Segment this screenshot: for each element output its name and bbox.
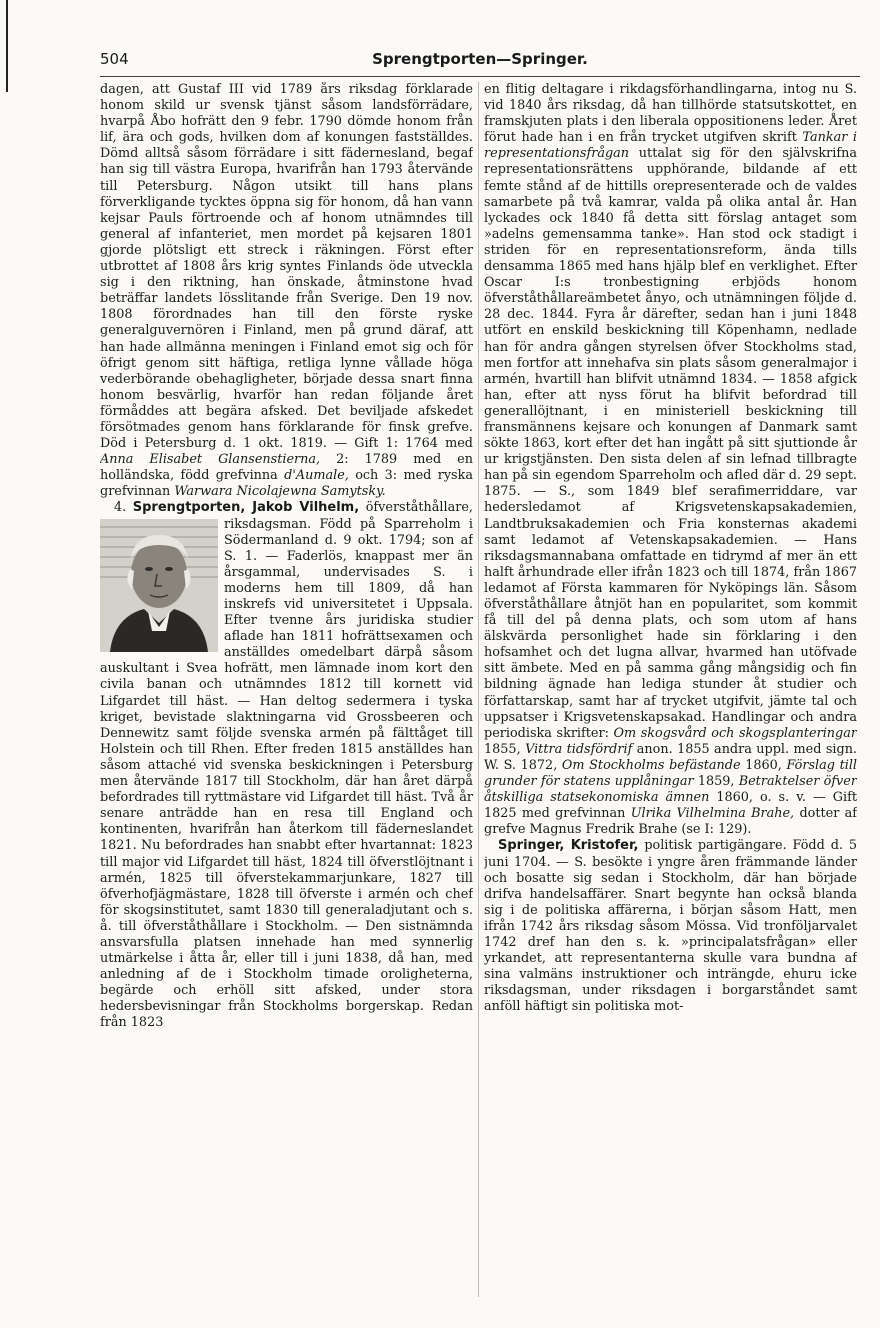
entry-headword: Springer, Kristofer,	[498, 838, 639, 854]
text-run: en flitig deltagare i rikdagsförhandlingarna, intog nu S. vid 1840 års riksdag, då han tillhörde statsutskottet, en framskjuten plats i den liberala oppositionens leder. Året förut hade han i en från trycket utgifven skrift	[484, 82, 857, 146]
header-rule	[100, 76, 860, 77]
work-title: Betraktelser öfver åtskilliga statsekonomiska ämnen	[484, 774, 857, 806]
page-header	[100, 50, 860, 72]
text-run: 1859,	[693, 774, 739, 790]
text-run: dagen, att Gustaf III vid 1789 års riksdag förklarade honom skild ur svensk tjänst såsom landsförrädare, hvarpå Åbo hofrätt den 9 febr. 1790 dömde honom från lif, ära och gods, hvilken dom af konungen fastställdes. Dömd alltså såsom förrädare i sitt fädernesland, begaf han sig till västra Europa, hvarifrån han 1793 återvände till Petersburg. Någon utsikt till hans plans förverkligande tycktes öppna sig för honom, då han vann kejsar Pauls förtroende och af honom utnämndes till general af infanteriet, men mordet på kejsaren 1801 gjorde plötsligt ett streck i räkningen. Först efter utbrottet af 1808 års krig syntes Finlands öde utveckla sig i den riktning, han önskade, åtminstone hvad beträffar landets lösslitande från Sverige. Den 19 nov. 1808 förordnades han till den förste ryske generalguvernören i Finland, men på grund däraf, att han hade allmänna meningen i Finland emot sig och för öfrigt genom sitt häftiga, retliga lynne vållade höga vederbörande obehagligheter, började dessa snart finna honom besvärlig, hvarför han redan följande året förmåddes att begära afsked. Det beviljade afskedet försötmades genom hans förklarande för finsk grefve. Död i Petersburg d. 1 okt. 1819. — Gift 1: 1764 med	[100, 82, 473, 452]
text-run: anon. 1855 andra uppl. med sign. W. S. 1872,	[484, 741, 857, 773]
entry-headword: Sprengtporten, Jakob Vilhelm,	[132, 500, 360, 516]
work-title: Vittra tidsfördrif	[525, 741, 633, 757]
entry-number: 4.	[114, 500, 127, 516]
text-run: 1855,	[484, 741, 526, 757]
entry-springer	[484, 838, 857, 1015]
left-column	[100, 82, 473, 1298]
spouse-name-1: Anna Elisabet Glansenstierna,	[100, 452, 321, 468]
column-separator	[478, 82, 479, 1297]
right-paragraph-continuation	[484, 82, 857, 838]
text-run: 2: 1789 med en holländska, född grefvinna	[100, 452, 473, 484]
work-title: Om Stockholms befästande	[561, 757, 741, 773]
text-run: uttalat sig för den självskrifna representationsrättens upphörande, bildande af ett femte stånd af de hittills orepresenterade och de valdes samarbete på två kamrar, valda på olika antal år. Han lyckades ock 1840 få detta sitt förslag antaget som »adelns gemensamma tanke». Han stod ock stadigt i striden för en representationsreform, ända tills densamma 1865 med hans hjälp blef en verklighet. Efter Oscar I:s tronbestigning erbjöds honom öfverståthållareämbetet ånyo, och utnämningen följde d. 28 dec. 1844. Fyra år därefter, sedan han i juni 1848 utfört en enskild beskickning till Köpenhamn, nedlade han för andra gången styrelsen öfver Stockholms stad, men fortfor att innehafva sin plats såsom generalmajor i armén, hvartill han blifvit utnämnd 1834. — 1858 afgick han, efter att nyss förut ha blifvit befordrad till generallöjtnant, i en ministeriell beskickning till fransmännens kejsare och konungen af Danmark samt sökte 1863, kort efter det han ingått på sitt sjuttionde år ur krigstjänsten. Den sista delen af sin lefnad tillbragte han på sin egendom Sparreholm och afled där d. 29 sept. 1875. — S., som 1849 blef serafimerriddare, var hedersledamot af Krigsvetenskapsakademien, Landtbruksakademien och Fria konsternas akademi samt ledamot af Vetenskapsakademien. — Hans riksdagsmannabana omfattade en tidrymd af mer än ett halft århundrade eller ifrån 1823 och till 1874, från 1867 ledamot af Första kammaren för Nyköpings län. Såsom öfverståthållare åtnjöt han en popularitet, som kommit få till del på denna plats, och som utom af hans älskvärda personlighet hade sin förklaring i den hofsamhet och det lugna allvar, hvarmed han utöfvade sitt ämbete. Med en på samma gång mångsidig och fin bildning ägnade han lediga stunder åt studier och författarskap, samt har af trycket utgifvit, jämte tal och uppsatser i Krigsvetenskapsakad. Handlingar och andra periodiska skrifter:	[484, 146, 857, 741]
margin-line	[6, 0, 8, 92]
spouse-name-2: d'Aumale,	[284, 468, 349, 484]
entry-jakob-vilhelm	[100, 500, 473, 1031]
work-title: Förslag till grunder för statens upplåningar	[484, 757, 857, 790]
text-run: och 3: med ryska grefvinnan	[100, 468, 473, 500]
entry-text: politisk partigängare. Född d. 5 juni 1704. — S. besökte i yngre åren främmande länder och bosatte sig sedan i Stockholm, där han började drifva handelsaffärer. Snart begynte han också blanda sig i de politiska affärerna, i början såsom Hatt, men ifrån 1742 års riksdag såsom Mössa. Vid tronföljarvalet 1742 dref han den s. k. »principalatsfrågan» eller yrkandet, att representanterna skulle vara bundna af sina valmäns instruktioner och inträngde, ehuru icke riksdagsman, under riksdagen i borgarståndet samt anföll häftigt sin politiska mot-	[484, 838, 857, 1015]
work-title: Tankar i representationsfrågan	[484, 130, 857, 162]
work-title: Om skogsvård och skogsplanteringar	[613, 725, 857, 741]
text-run: dotter af grefve Magnus Fredrik Brahe (se I: 129).	[484, 806, 857, 838]
left-paragraph-continuation	[100, 82, 473, 500]
running-head: Sprengtporten—Springer.	[372, 50, 588, 68]
portrait-image	[100, 519, 218, 652]
spouse-name: Ulrika Vilhelmina Brahe,	[630, 806, 795, 822]
text-run: 1860,	[740, 757, 787, 773]
text-run: 1860, o. s. v. — Gift 1825 med grefvinnan	[484, 790, 857, 822]
entry-text: öfverståthållare, riksdagsman. Född på Sparreholm i Södermanland d. 9 okt. 1794; son af S. 1. — Faderlös, knappast mer än årsgammal, undervisades S. i moderns hem till 1809, då han inskrefs vid universitetet i Uppsala. Efter tvenne års juridiska studier aflade han 1811 hofrättsexamen och anställdes omedelbart därpå såsom auskultant i Svea hofrätt, men lämnade inom kort den civila banan och utnämndes 1812 till kornett vid Lifgardet till häst. — Han deltog sedermera i tyska kriget, bevistade slaktningarna vid Grossbeeren och Dennewitz samt följde svenska armén på fälttåget till Holstein och till Rhen. Efter freden 1815 anställdes han såsom attaché vid svenska beskickningen i Petersburg men återvände 1817 till Stockholm, där han året därpå befordrades till ryttmästare vid Lifgardet till häst. Två år senare anträdde han en resa till England och kontinenten, hvarifrån han återkom till fäderneslandet 1821. Nu befordrades han snabbt efter hvartannat: 1823 till major vid Lifgardet till häst, 1824 till öfverstlöjtnant i armén, 1825 till öfverstekammarjunkare, 1827 till öfverhofjägmästare, 1828 till öfverste i armén och chef för skogsinstitutet, samt 1830 till generaladjutant och s. å. till öfverståthållare i Stockholm. — Den sistnämnda ansvarsfulla platsen innehade han med synnerlig utmärkelse i åtta år, eller till i juni 1838, då han, med anledning af de i Stockholm timade oroligheterna, begärde och erhöll sitt afsked, under stora hedersbevisningar från Stockholms borgerskap. Redan från 1823	[100, 500, 473, 1031]
spouse-name-3: Warwara Nicolajewna Samytsky.	[174, 484, 386, 500]
page-number: 504	[100, 50, 129, 68]
right-column	[484, 82, 857, 1298]
